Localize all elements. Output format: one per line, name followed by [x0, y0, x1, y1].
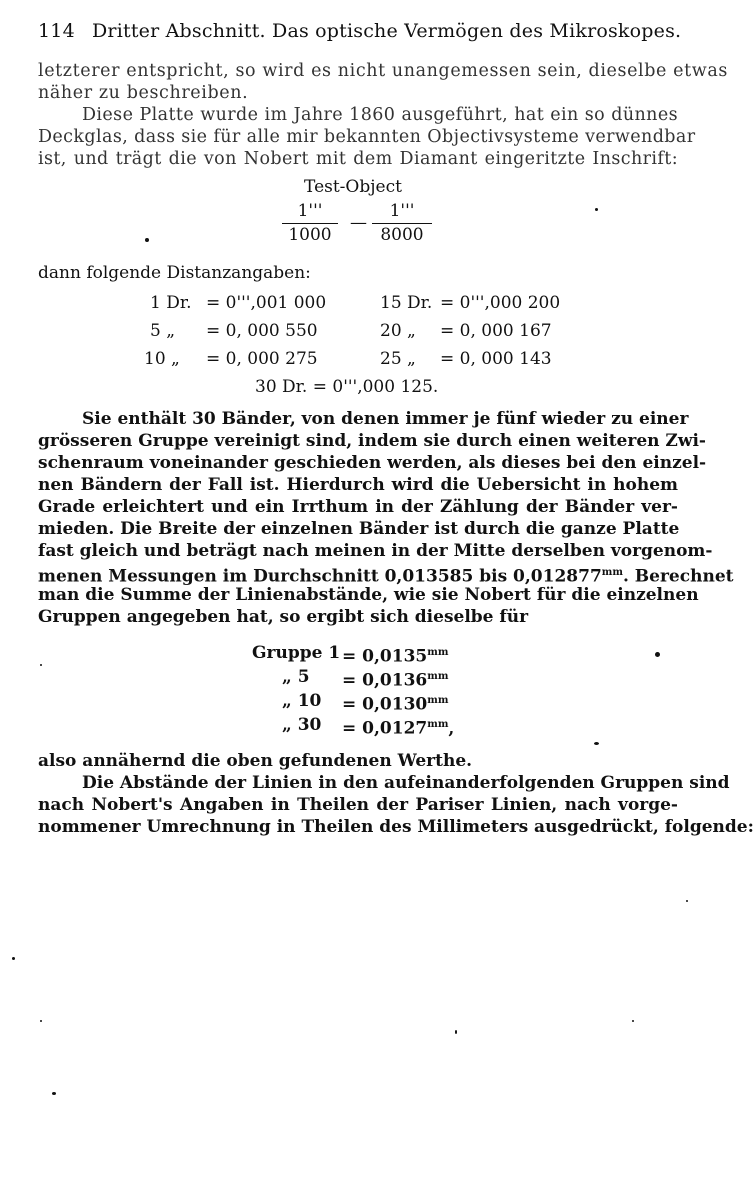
intro-line-1: letzterer entspricht, so wird es nicht unangemessen sein, dieselbe etwas — [38, 61, 728, 81]
group-value: = $0,0127^{mm}$, — [342, 718, 455, 739]
distance-left-value: = 0, 000 275 — [206, 349, 318, 369]
distance-right-value: = 0, 000 167 — [440, 321, 552, 341]
body-line-5: Grade erleichtert und ein Irrthum in der Zählung der Bänder ver- — [38, 497, 678, 517]
scan-speck — [40, 1020, 42, 1022]
body-line-9: man die Summe der Linienabstände, wie sie Nobert für die einzelnen — [38, 585, 699, 605]
intro-line-5: ist, und trägt die von Nobert mit dem Diamant eingeritzte Inschrift: — [38, 149, 678, 169]
intro-line-3: Diese Platte wurde im Jahre 1860 ausgeführt, hat ein so dünnes — [82, 105, 678, 125]
body-line-7: fast gleich und beträgt nach meinen in der Mitte derselben vorgenom- — [38, 541, 713, 561]
distance-right-label: 20 „ — [380, 321, 416, 341]
fraction-right-numerator: 1''' — [372, 200, 432, 224]
page-number: 114 — [38, 20, 75, 42]
scan-speck — [145, 238, 149, 242]
body-line-4: nen Bändern der Fall ist. Hierdurch wird die Uebersicht in hohem — [38, 475, 678, 495]
fraction-left-denominator: 1000 — [288, 225, 332, 245]
fraction-left-numerator: 1''' — [282, 200, 338, 224]
closing-line-3: nach Nobert's Angaben in Theilen der Pariser Linien, nach vorge- — [38, 795, 678, 815]
scan-speck — [455, 1030, 457, 1034]
scan-speck — [632, 1020, 634, 1022]
group-value: = $0,0135^{mm}$ — [342, 646, 449, 667]
body-line-3: schenraum voneinander geschieden werden, als dieses bei den einzel- — [38, 453, 707, 473]
body-line-1: Sie enthält 30 Bänder, von denen immer je fünf wieder zu einer — [82, 409, 689, 429]
closing-line-2: Die Abstände der Linien in den aufeinanderfolgenden Gruppen sind — [82, 773, 730, 793]
scan-speck — [52, 1092, 56, 1095]
distance-left-label: 1 Dr. — [150, 293, 192, 313]
fraction-right-denominator: 8000 — [380, 225, 424, 245]
group-value: = $0,0130^{mm}$ — [342, 694, 449, 715]
group-label: „ 5 — [282, 667, 310, 687]
scan-speck — [686, 900, 688, 902]
intro-line-2: näher zu beschreiben. — [38, 83, 249, 103]
body-line-8: menen Messungen im Durchschnitt 0,013585 bis $0,012877^{mm}$. Berechnet — [38, 566, 734, 587]
group-label: Gruppe 1 — [252, 643, 341, 663]
distance-left-value: = 0, 000 550 — [206, 321, 318, 341]
scan-speck — [594, 742, 599, 745]
group-value: = $0,0136^{mm}$ — [342, 670, 449, 691]
scan-speck — [595, 208, 598, 211]
distance-right-value: = 0''',000 200 — [440, 293, 561, 313]
intro-line-4: Deckglas, dass sie für alle mir bekannten Objectivsysteme verwendbar — [38, 127, 696, 147]
body-line-10: Gruppen angegeben hat, so ergibt sich dieselbe für — [38, 607, 529, 627]
scan-speck — [655, 652, 660, 657]
scan-speck — [12, 957, 15, 960]
inscription-dash: — — [350, 213, 367, 233]
distances-intro: dann folgende Distanzangaben: — [38, 263, 311, 283]
running-title: Dritter Abschnitt. Das optische Vermögen des Mikroskopes. — [92, 20, 682, 42]
scan-speck — [40, 664, 42, 666]
distance-right-label: 25 „ — [380, 349, 416, 369]
inscription-fraction-right — [372, 200, 432, 246]
distance-last: 30 Dr. = 0''',000 125. — [255, 377, 439, 397]
distance-left-label: 5 „ — [150, 321, 176, 341]
distance-left-value: = 0''',001 000 — [206, 293, 327, 313]
closing-line-1: also annähernd die oben gefundenen Werthe. — [38, 751, 473, 771]
distance-right-value: = 0, 000 143 — [440, 349, 552, 369]
inscription-fraction-left — [282, 200, 338, 246]
closing-line-4: nommener Umrechnung in Theilen des Millimeters ausgedrückt, folgende: — [38, 817, 754, 837]
body-line-6: mieden. Die Breite der einzelnen Bänder ist durch die ganze Platte — [38, 519, 680, 539]
inscription-title: Test-Object — [304, 177, 402, 197]
distance-left-label: 10 „ — [144, 349, 180, 369]
body-line-2: grösseren Gruppe vereinigt sind, indem sie durch einen weiteren Zwi- — [38, 431, 706, 451]
distance-right-label: 15 Dr. — [380, 293, 433, 313]
group-label: „ 30 — [282, 715, 322, 735]
group-label: „ 10 — [282, 691, 322, 711]
